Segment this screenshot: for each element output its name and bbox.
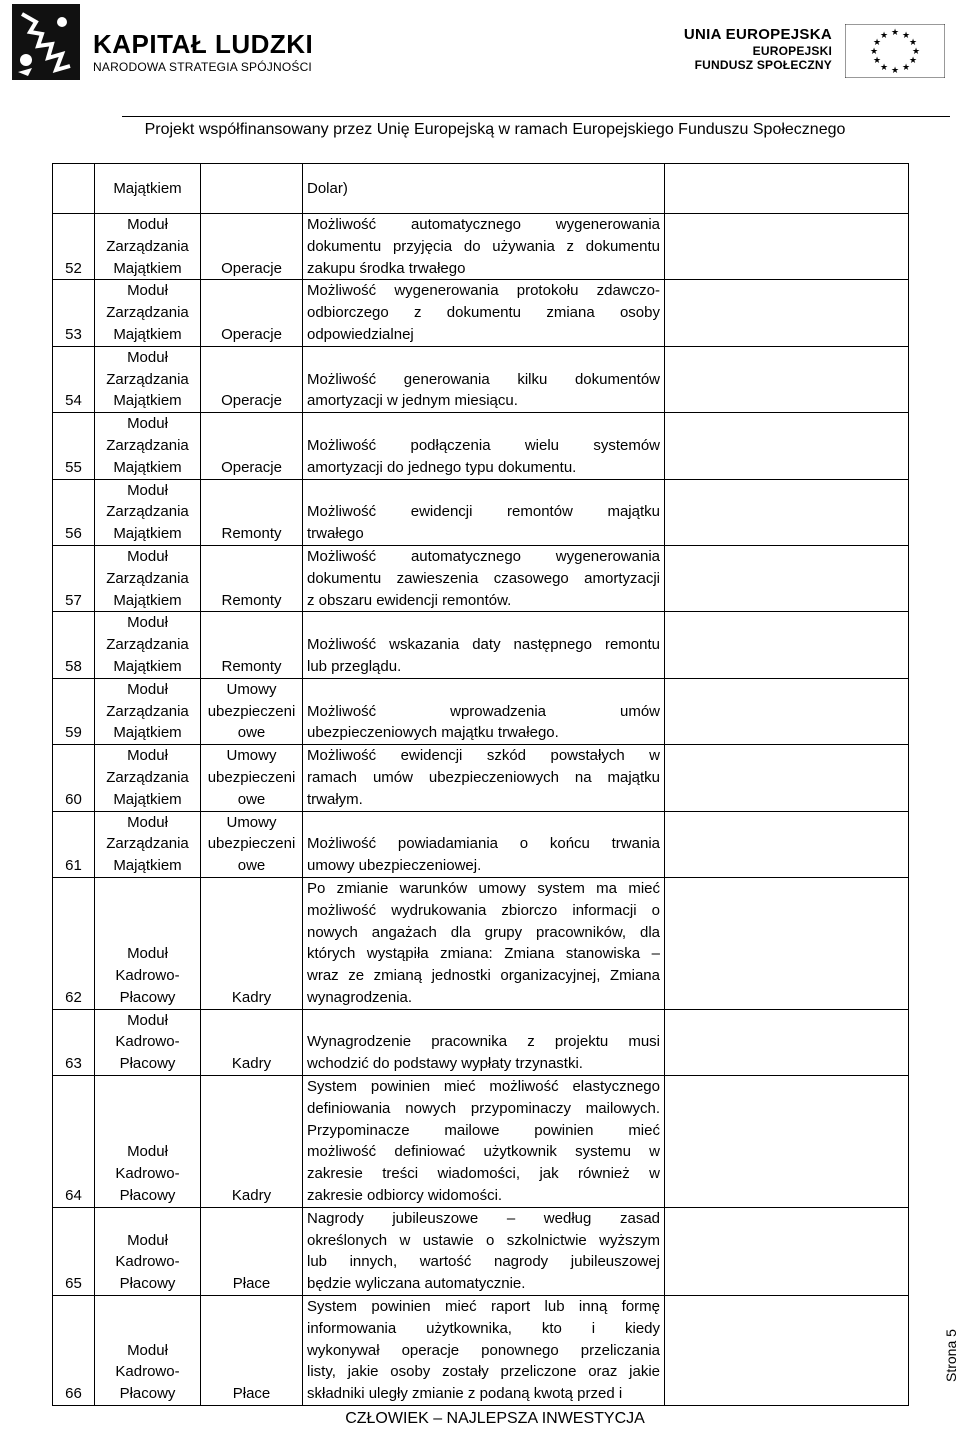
row-extra [665, 280, 909, 346]
table-row [53, 164, 909, 214]
row-category [201, 1207, 303, 1295]
svg-text:★: ★ [908, 56, 918, 66]
row-category-line: Operacje [221, 325, 282, 343]
row-number: 54 [53, 346, 95, 412]
eu-title: UNIA EUROPEJSKA [683, 26, 832, 43]
row-description [303, 413, 665, 479]
row-description-line: określonych w ustawie o szkolnictwie wyższym [307, 1231, 660, 1249]
row-description [303, 545, 665, 611]
row-description-line: listy, jakie osoby zostały przeliczone oraz jakie [307, 1363, 660, 1381]
row-module [95, 1207, 201, 1295]
row-module-line: Moduł [127, 547, 168, 565]
row-module-line: Zarządzania [106, 636, 189, 654]
row-description-line: Wynagrodzenie pracownika z projektu musi [307, 1033, 660, 1051]
row-number: 63 [53, 1009, 95, 1075]
svg-text:★: ★ [872, 56, 882, 66]
row-module [95, 678, 201, 744]
row-description-line: dokumentu przyjęcia do używania z dokumentu [307, 237, 660, 255]
row-description-line: możliwość definiować użytkownik systemu w [307, 1143, 660, 1161]
row-module [95, 1076, 201, 1208]
svg-text:★: ★ [911, 47, 921, 57]
row-module-line: Zarządzania [106, 436, 189, 454]
row-module-line: Moduł [127, 216, 168, 233]
table-row [53, 280, 909, 346]
row-description [303, 877, 665, 1009]
kapital-ludzki-title: KAPITAŁ LUDZKI [93, 29, 314, 59]
row-category-line: Kadry [231, 988, 272, 1006]
row-module-line: Majątkiem [113, 259, 182, 277]
row-module-line: Moduł [127, 1341, 168, 1359]
row-description-line: wchodzić do podstawy wypłaty trzynastki. [307, 1055, 583, 1073]
row-module-line: Płacowy [119, 988, 176, 1006]
svg-text:★: ★ [872, 38, 882, 48]
row-category-line: owe [237, 724, 266, 742]
row-description-line: Możliwość automatycznego wygenerowania [307, 547, 660, 565]
table-row [53, 612, 909, 678]
row-category-line: owe [237, 857, 266, 875]
row-description-line: Przypominacze mailowe powinien mieć [307, 1121, 660, 1139]
row-description [303, 1296, 665, 1406]
row-module-line: Zarządzania [106, 237, 189, 255]
row-category-line: Operacje [221, 458, 282, 476]
row-number: 58 [53, 612, 95, 678]
row-module-line: Majątkiem [113, 724, 182, 742]
row-number: 52 [53, 214, 95, 280]
row-module [95, 811, 201, 877]
table-row [53, 811, 909, 877]
row-extra [665, 811, 909, 877]
row-category [201, 413, 303, 479]
row-module-line: Kadrowo- [115, 967, 180, 985]
page-number-label: Strona 5 [943, 1329, 959, 1382]
row-extra [665, 612, 909, 678]
row-description-line: których wystąpiła zmiana: Zmiana stanowiska – [307, 945, 660, 963]
row-extra [665, 877, 909, 1009]
row-description-line: Możliwość wskazania daty następnego remontu [307, 636, 660, 654]
row-module [95, 1009, 201, 1075]
row-number: 59 [53, 678, 95, 744]
svg-text:★: ★ [869, 47, 879, 57]
row-description-line: Możliwość powiadamiania o końcu trwania [307, 835, 660, 853]
row-description-line: z obszaru ewidencji remontów. [307, 591, 512, 609]
row-description: Dolar) [303, 164, 665, 214]
eu-subtitle-1: EUROPEJSKI [752, 44, 832, 58]
row-category-line: Umowy [226, 680, 277, 698]
row-module-line: Moduł [127, 813, 168, 831]
row-description [303, 214, 665, 280]
eu-logo-text [684, 26, 832, 72]
row-module-line: Majątkiem [113, 790, 182, 808]
row-category [201, 678, 303, 744]
row-module-line: Majątkiem [113, 525, 182, 543]
row-number: 55 [53, 413, 95, 479]
row-module [95, 745, 201, 811]
row-extra [665, 1296, 909, 1406]
table-row [53, 1009, 909, 1075]
row-module-line: Majątkiem [113, 392, 182, 410]
row-category-line: Operacje [221, 392, 282, 410]
table-row [53, 1296, 909, 1406]
table-row [53, 346, 909, 412]
row-number: 64 [53, 1076, 95, 1208]
row-description-line: wykonywał operacje ponownego przeliczania [307, 1341, 660, 1359]
row-module-line: Moduł [127, 680, 168, 698]
page-header [0, 0, 960, 150]
row-description-line: definiowania nowych przypominaczy mailowych. [307, 1099, 660, 1117]
row-module-line: Płacowy [119, 1385, 176, 1403]
row-number: 56 [53, 479, 95, 545]
row-category [201, 280, 303, 346]
row-module-line: Moduł [127, 1143, 168, 1161]
row-category [201, 811, 303, 877]
row-module [95, 413, 201, 479]
row-module-line: Kadrowo- [115, 1165, 180, 1183]
row-module-line: Zarządzania [106, 370, 189, 388]
row-description-line: wraz ze zmianą jednostki organizacyjnej, Zmiana [307, 967, 660, 985]
row-description-line: ramach umów ubezpieczeniowych na majątku [307, 768, 660, 786]
row-category [201, 479, 303, 545]
row-number: 57 [53, 545, 95, 611]
row-category-line: ubezpieczeni [207, 702, 296, 720]
row-description-line: trwałym. [307, 790, 363, 808]
svg-text:★: ★ [901, 63, 911, 73]
row-module-line: Majątkiem [113, 591, 182, 609]
row-module-line: Moduł [127, 348, 168, 366]
row-module [95, 877, 201, 1009]
row-description-line: nowych angażach dla grupy pracowników, dla [307, 923, 660, 941]
row-category [201, 1009, 303, 1075]
table-row [53, 745, 909, 811]
row-number: 62 [53, 877, 95, 1009]
row-category [201, 346, 303, 412]
row-category [201, 612, 303, 678]
row-module-line: Majątkiem [113, 657, 182, 675]
row-module-line: Moduł [127, 481, 168, 499]
eu-subtitle-2: FUNDUSZ SPOŁECZNY [694, 58, 832, 72]
row-description [303, 1207, 665, 1295]
row-module-line: Majątkiem [113, 325, 182, 343]
row-description [303, 280, 665, 346]
table-row [53, 1076, 909, 1208]
row-description [303, 1009, 665, 1075]
row-number: 66 [53, 1296, 95, 1406]
svg-text:★: ★ [901, 31, 911, 41]
row-category-line: Remonty [221, 591, 282, 609]
row-number: 53 [53, 280, 95, 346]
row-module-line: Zarządzania [106, 835, 189, 853]
row-description-line: możliwość wydrukowania zbiorczo informacji o [307, 901, 660, 919]
row-category [201, 214, 303, 280]
row-module-line: Płacowy [119, 1275, 176, 1293]
row-module-line: Majątkiem [113, 857, 182, 875]
row-module [95, 346, 201, 412]
row-module-line: Moduł [127, 415, 168, 433]
row-module-line: Płacowy [119, 1187, 176, 1205]
row-description [303, 479, 665, 545]
kapital-ludzki-subtitle: NARODOWA STRATEGIA SPÓJNOŚCI [93, 60, 312, 74]
svg-text:★: ★ [908, 38, 918, 48]
row-category-line: Remonty [221, 525, 282, 543]
row-description-line: odpowiedzialnej [307, 325, 414, 343]
row-category [201, 545, 303, 611]
page-number-vertical [933, 1310, 960, 1390]
table-row [53, 214, 909, 280]
svg-text:★: ★ [890, 28, 900, 38]
table-row [53, 678, 909, 744]
row-module-line: Zarządzania [106, 768, 189, 786]
row-module-line: Kadrowo- [115, 1033, 180, 1051]
row-description-line: Możliwość wprowadzenia umów [307, 702, 660, 720]
table-row [53, 479, 909, 545]
row-module-line: Kadrowo- [115, 1253, 180, 1271]
header-divider [122, 116, 950, 117]
row-description-line: Możliwość ewidencji remontów majątku [307, 503, 660, 521]
row-description-line: zakupu środka trwałego [307, 259, 466, 277]
row-description [303, 346, 665, 412]
row-category [201, 164, 303, 214]
row-description-line: Możliwość ewidencji szkód powstałych w [307, 747, 660, 765]
row-category-line: Operacje [221, 259, 282, 277]
row-module-line: Moduł [127, 1231, 168, 1249]
row-module-line: Moduł [127, 614, 168, 632]
row-category-line: owe [237, 790, 266, 808]
row-description-line: Nagrody jubileuszowe – według zasad [307, 1209, 660, 1227]
row-category-line: Płace [232, 1275, 271, 1293]
row-description [303, 612, 665, 678]
row-category-line: Kadry [231, 1055, 272, 1073]
row-module [95, 612, 201, 678]
footer-slogan: CZŁOWIEK – NAJLEPSZA INWESTYCJA [345, 1410, 645, 1427]
row-number: 61 [53, 811, 95, 877]
row-module-line: Zarządzania [106, 702, 189, 720]
row-description-line: System powinien mieć raport lub inną formę [307, 1298, 660, 1316]
row-category-line: Kadry [231, 1187, 272, 1205]
table-row [53, 545, 909, 611]
row-extra [665, 413, 909, 479]
row-module-line: Moduł [127, 945, 168, 963]
row-number [53, 164, 95, 214]
row-module-line: Moduł [127, 1011, 168, 1029]
row-module: Majątkiem [95, 164, 201, 214]
row-description-line: lub innych, wartość nagrody jubileuszowej [307, 1253, 660, 1271]
table-row [53, 877, 909, 1009]
table-row [53, 413, 909, 479]
row-description [303, 811, 665, 877]
row-description-line: umowy ubezpieczeniowej. [307, 857, 482, 875]
row-description-line: Możliwość automatycznego wygenerowania [307, 216, 660, 233]
row-description [303, 678, 665, 744]
row-category [201, 1296, 303, 1406]
row-module-line: Płacowy [119, 1055, 176, 1073]
row-description-line: trwałego [307, 525, 364, 543]
row-extra [665, 214, 909, 280]
row-module [95, 1296, 201, 1406]
eu-flag-icon [845, 24, 945, 78]
row-description-line: składniki uległy zmianie z podaną kwotą przed i [307, 1385, 623, 1403]
row-description-line: wynagrodzenia. [307, 988, 413, 1006]
row-description-line: Po zmianie warunków umowy system ma mieć [307, 879, 660, 897]
row-module [95, 214, 201, 280]
row-description-line: Możliwość wygenerowania protokołu zdawczo- [307, 282, 660, 300]
row-category-line: Płace [232, 1385, 271, 1403]
row-description-line: Możliwość generowania kilku dokumentów [307, 370, 660, 388]
row-module-line: Zarządzania [106, 569, 189, 587]
row-category-line: ubezpieczeni [207, 835, 296, 853]
row-description-line: ubezpieczeniowych majątku trwałego. [307, 724, 559, 742]
kapital-ludzki-logo-icon [12, 4, 80, 80]
row-extra [665, 1207, 909, 1295]
row-extra [665, 479, 909, 545]
row-description-line: dokumentu zawieszenia czasowego amortyzacji [307, 569, 660, 587]
row-category [201, 745, 303, 811]
row-description-line: będzie wyliczana automatycznie. [307, 1275, 526, 1293]
row-description [303, 1076, 665, 1208]
project-cofinancing-text: Projekt współfinansowany przez Unię Europejską w ramach Europejskiego Funduszu Społecznego [144, 121, 846, 138]
row-category [201, 877, 303, 1009]
svg-text:★: ★ [890, 66, 900, 76]
row-description-line: Możliwość podłączenia wielu systemów [307, 436, 660, 454]
row-extra [665, 545, 909, 611]
row-description-line: System powinien mieć możliwość elastycznego [307, 1078, 660, 1096]
row-category [201, 1076, 303, 1208]
svg-text:★: ★ [879, 31, 889, 41]
row-module-line: Moduł [127, 747, 168, 765]
row-category-line: Umowy [226, 813, 277, 831]
row-extra [665, 164, 909, 214]
row-module [95, 545, 201, 611]
row-number: 65 [53, 1207, 95, 1295]
row-description [303, 745, 665, 811]
row-category-line: Umowy [226, 747, 277, 765]
row-module-line: Moduł [127, 282, 168, 300]
requirements-table [52, 163, 909, 1406]
row-extra [665, 346, 909, 412]
row-module-line: Majątkiem [113, 458, 182, 476]
row-description-line: odbiorczego z dokumentu zmiana osoby [307, 304, 660, 322]
row-description-line: informowania użytkownika, kto i kiedy [307, 1319, 660, 1337]
row-module [95, 479, 201, 545]
row-description-line: amortyzacji w jednym miesiącu. [307, 392, 518, 410]
svg-text:★: ★ [879, 63, 889, 73]
row-module-line: Kadrowo- [115, 1363, 180, 1381]
row-module-line: Zarządzania [106, 503, 189, 521]
row-description-line: lub przeglądu. [307, 657, 402, 675]
row-extra [665, 1076, 909, 1208]
row-description-line: zakresie treści wiadomości, jak również w [307, 1165, 660, 1183]
row-module [95, 280, 201, 346]
row-category-line: Remonty [221, 657, 282, 675]
row-extra [665, 1009, 909, 1075]
row-category-line: ubezpieczeni [207, 768, 296, 786]
table-row [53, 1207, 909, 1295]
row-extra [665, 745, 909, 811]
row-number: 60 [53, 745, 95, 811]
row-description-line: amortyzacji do jednego typu dokumentu. [307, 458, 577, 476]
row-module-line: Zarządzania [106, 304, 189, 322]
row-description-line: zakresie odbiorcy widomości. [307, 1187, 503, 1205]
row-extra [665, 678, 909, 744]
